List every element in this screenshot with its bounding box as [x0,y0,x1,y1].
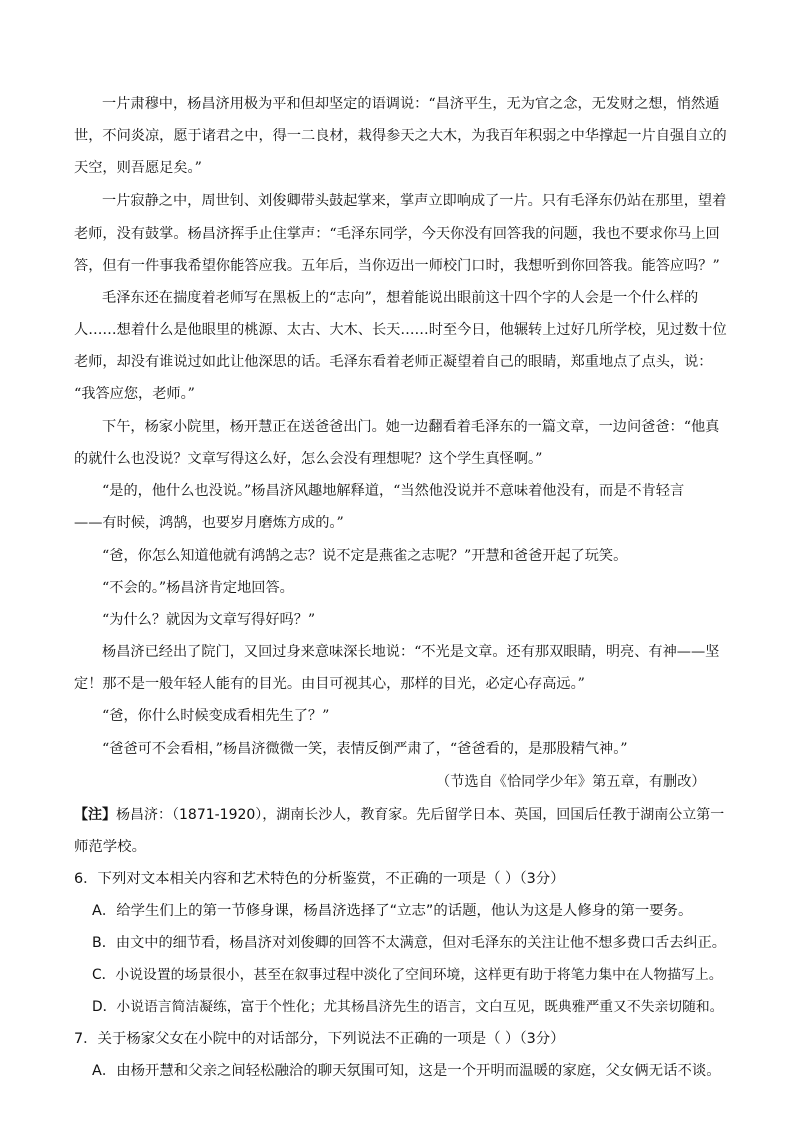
passage-line: 人……想着什么是他眼里的桃源、太古、大木、长天……时至今日，他辗转上过好几所学校，见过数十位 [74,322,727,338]
passage-line: 一片肃穆中，杨昌济用极为平和但却坚定的语调说：“昌济平生，无为官之念，无发财之想，悄然遁 [102,96,720,112]
passage-line: “是的，他什么也没说。”杨昌济风趣地解释道，“当然他没说并不意味着他没有，而是不肯轻言 [102,483,685,499]
question-6-option-b: B．由文中的细节看，杨昌济对刘俊卿的回答不太满意，但对毛泽东的关注让他不想多费口舌去纠正。 [92,935,726,951]
passage-line: 杨昌济已经出了院门，又回过身来意味深长地说：“不光是文章。还有那双眼睛，明亮、有神——坚 [102,644,720,660]
passage-line: “爸，你什么时候变成看相先生了？” [102,708,330,724]
passage-line: 天空，则吾愿足矣。” [74,160,202,176]
question-7-option-a: A．由杨开慧和父亲之间轻松融洽的聊天氛围可知，这是一个开明而温暖的家庭，父女俩无话不谈。 [92,1063,721,1079]
question-6-stem: 6．下列对文本相关内容和艺术特色的分析鉴赏，不正确的一项是（ ）（3分） [74,871,565,887]
passage-line: 世，不问炎凉，愿于诸君之中，得一二良材，栽得参天之大木，为我百年积弱之中华撑起一片自强自立的 [74,128,727,144]
annotation-note [74,805,724,825]
passage-line: 定！那不是一般年轻人能有的目光。由目可视其心，那样的目光，必定心存高远。” [74,676,585,692]
passage-line: 答，但有一件事我希望你能答应我。五年后，当你迈出一师校门口时，我想听到你回答我。能答应吗？” [74,258,720,274]
passage-line: “不会的。”杨昌济肯定地回答。 [102,580,294,596]
question-6-option-d: D．小说语言简洁凝练，富于个性化；尤其杨昌济先生的语言，文白互见，既典雅严重又不失亲切随和。 [92,999,724,1015]
question-6-option-a: A．给学生们上的第一节修身课，杨昌济选择了“立志”的话题，他认为这是人修身的第一要务。 [92,903,693,919]
question-7-stem: 7．关于杨家父女在小院中的对话部分，下列说法不正确的一项是（ ）（3分） [74,1031,565,1047]
passage-source: （节选自《恰同学少年》第五章，有删改） [436,774,706,790]
note-text: 杨昌济：（1871-1920），湖南长沙人，教育家。先后留学日本、英国，回国后任教于湖南公立第一 [116,807,725,823]
note-text-continued: 师范学校。 [74,839,146,855]
passage-line: “我答应您，老师。” [74,386,195,402]
passage-line: 下午，杨家小院里，杨开慧正在送爸爸出门。她一边翻看着毛泽东的一篇文章，一边问爸爸：“他真 [102,419,720,435]
note-label: 【注】 [74,807,116,823]
passage-line: “爸，你怎么知道他就有鸿鹄之志？说不定是燕雀之志呢？”开慧和爸爸开起了玩笑。 [102,548,628,564]
passage-line: ——有时候，鸿鹄，也要岁月磨炼方成的。” [74,515,344,531]
passage-line: 毛泽东还在揣度着老师写在黑板上的“志向”，想着能说出眼前这十四个字的人会是一个什么样的 [102,290,699,306]
passage-line: “为什么？就因为文章写得好吗？” [102,612,316,628]
question-6-option-c: C．小说设置的场景很小，甚至在叙事过程中淡化了空间环境，这样更有助于将笔力集中在人物描写上。 [92,967,723,983]
passage-line: 一片寂静之中，周世钊、刘俊卿带头鼓起掌来，掌声立即响成了一片。只有毛泽东仍站在那里，望着 [102,193,727,209]
passage-line: 老师，却没有谁说过如此让他深思的话。毛泽东看着老师正凝望着自己的眼睛，郑重地点了点头，说： [74,354,713,370]
passage-line: “爸爸可不会看相，”杨昌济微微一笑，表情反倒严肃了，“爸爸看的，是那股精气神。” [102,741,628,757]
passage-line: 老师，没有鼓掌。杨昌济挥手止住掌声：“毛泽东同学，今天你没有回答我的问题，我也不要求你马上回 [74,226,720,242]
passage-line: 的就什么也没说？文章写得这么好，怎么会没有理想呢？这个学生真怪啊。” [74,451,543,467]
